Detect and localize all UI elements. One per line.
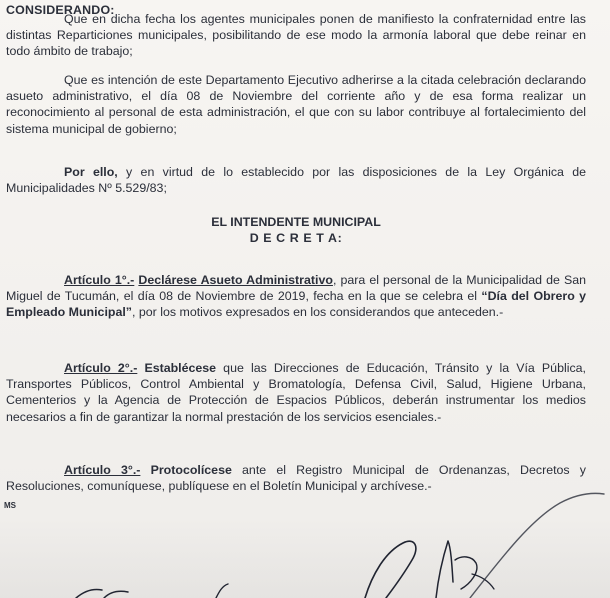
- articulo-3-label: Artículo 3°.-: [64, 463, 141, 477]
- articulo-2-body: que las Direcciones de Educación, Tránsito y la Vía Pública, Transportes Públicos, Control Ambiental y Bromatología, Defensa Civil, Salud, Higiene Urbana, Cementerios y la Agencia de Protección de Espacios Públicos, deberán instrumentar los medios necesarios a fin de garantizar la normal prestación de los servicios esenciales.-: [6, 361, 586, 424]
- articulo-1-celebration: “Día del Obrero y Empleado Municipal”: [6, 289, 586, 320]
- considerando-heading: CONSIDERANDO:: [6, 3, 115, 17]
- articulo-2-label: Artículo 2°.-: [64, 361, 138, 375]
- articulo-2-action: Establécese: [144, 361, 217, 375]
- articulo-1-body-a: , para el personal de la Municipalidad de San Miguel de Tucumán, el día 08 de Noviembre de 2019, fecha en la que se celebra el: [6, 273, 586, 304]
- por-ello-body: y en virtud de lo establecido por las disposiciones de la Ley Orgánica de Municipalidades Nº 5.529/83;: [6, 165, 586, 196]
- signature-fragment-center: [216, 584, 228, 598]
- signature-stroke-right: [455, 557, 477, 589]
- considerando-text-1: Que en dicha fecha los agentes municipales ponen de manifiesto la confraternidad entre las distintas Reparticiones municipales, posibilitando de ese modo la armonía laboral que debe reinar en todo ámbito de trabajo;: [6, 12, 586, 59]
- articulo-1-action: Declárese Asueto Administrativo: [138, 273, 333, 287]
- articulo-3-action: Protocolícese: [150, 463, 232, 477]
- typist-initials: MS: [4, 501, 16, 510]
- considerando-text-2: Que es intención de este Departamento Ejecutivo adherirse a la citada celebración declarando asueto administrativo, el día 08 de Noviembre del corriente año y de esa forma realizar un reconocimiento al personal de esta administración, el que con su labor contribuye al fortalecimiento del sistema municipal de gobierno;: [6, 73, 586, 136]
- signature-strokes: [76, 493, 604, 598]
- signature-fragment-left-2: [104, 591, 128, 598]
- articulo-1-label: Artículo 1°.-: [64, 273, 135, 287]
- intendente-title: EL INTENDENTE MUNICIPAL: [211, 215, 381, 229]
- signature-arc: [470, 493, 604, 598]
- decreta-title: D E C R E T A:: [249, 231, 343, 246]
- por-ello-lead: Por ello,: [64, 165, 118, 179]
- articulo-3-body: ante el Registro Municipal de Ordenanzas, Decretos y Resoluciones, comuníquese, publíquese en el Boletín Municipal y archívese.-: [6, 463, 587, 494]
- signature-stroke-mid: [436, 541, 453, 598]
- articulo-1-body-b: , por los motivos expresados en los considerandos que anteceden.-: [132, 305, 504, 320]
- signature-loop-left: [365, 541, 416, 598]
- signature-fragment-left: [76, 589, 102, 598]
